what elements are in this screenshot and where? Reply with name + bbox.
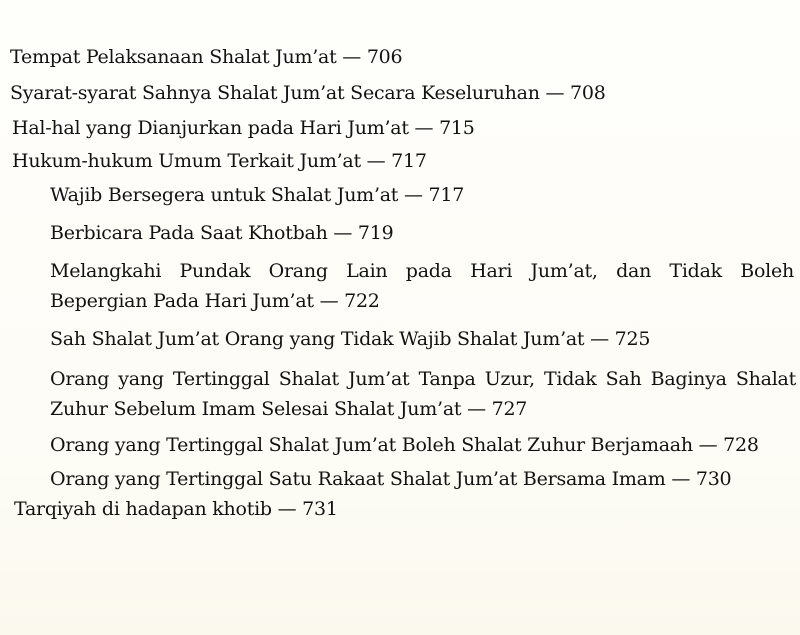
toc-subentry-tertinggal-tanpa-uzur-line2: Zuhur Sebelum Imam Selesai Shalat Jum’at — 727 [50,398,528,420]
toc-entry-tempat-pelaksanaan: Tempat Pelaksanaan Shalat Jum’at — 706 [10,46,403,68]
toc-entry-hal-hal-dianjurkan: Hal-hal yang Dianjurkan pada Hari Jum’at — 715 [12,117,475,139]
toc-subentry-zuhur-berjamaah: Orang yang Tertinggal Shalat Jum’at Boleh Shalat Zuhur Berjamaah — 728 [50,434,759,456]
toc-subentry-melangkahi-pundak-line2: Bepergian Pada Hari Jum’at — 722 [50,290,380,312]
toc-entry-hukum-umum: Hukum-hukum Umum Terkait Jum’at — 717 [12,150,427,172]
toc-subentry-melangkahi-pundak-line1: Melangkahi Pundak Orang Lain pada Hari Jum’at, dan Tidak Boleh [50,260,794,282]
toc-subentry-berbicara-khotbah: Berbicara Pada Saat Khotbah — 719 [50,222,394,244]
toc-subentry-tertinggal-tanpa-uzur-line1: Orang yang Tertinggal Shalat Jum’at Tanpa Uzur, Tidak Sah Baginya Shalat [50,368,796,390]
toc-entry-syarat-sahnya: Syarat-syarat Sahnya Shalat Jum’at Secara Keseluruhan — 708 [10,82,606,104]
toc-subentry-wajib-bersegera: Wajib Bersegera untuk Shalat Jum’at — 717 [50,184,465,206]
toc-subentry-sah-shalat-tidak-wajib: Sah Shalat Jum’at Orang yang Tidak Wajib Shalat Jum’at — 725 [50,328,651,350]
toc-subentry-satu-rakaat: Orang yang Tertinggal Satu Rakaat Shalat Jum’at Bersama Imam — 730 [50,468,732,490]
toc-entry-tarqiyah: Tarqiyah di hadapan khotib — 731 [14,498,338,520]
